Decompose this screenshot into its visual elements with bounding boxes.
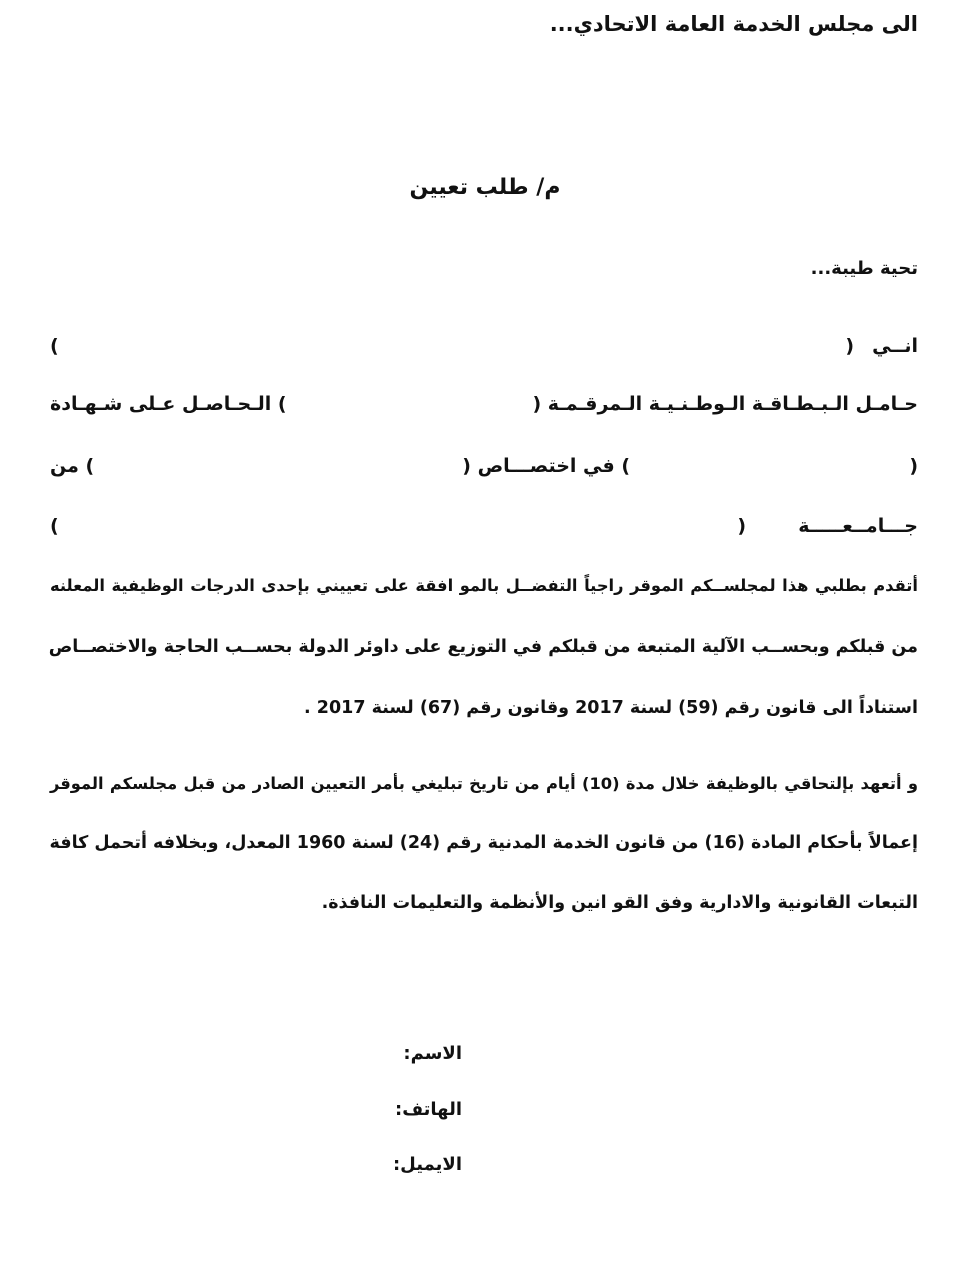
pledge-paragraph-line-2: إعمالاً بأحكام المادة (16) من قانون الخدمة المدنية رقم (24) لسنة 1960 المعدل، وبخلافه أتحمل كافة — [49, 833, 918, 853]
university-close-paren: ) — [50, 515, 59, 537]
specialty-row — [50, 455, 918, 485]
national-id-label: حـامـل الـبـطـاقـة الـوطـنـيـة الـمرقـمـة ( — [532, 393, 918, 415]
certificate-label: ) الـحـاصـل عـلى شـهـادة — [50, 393, 287, 415]
name-label: انــي — [872, 335, 918, 357]
from-label: ) من — [50, 455, 95, 477]
request-paragraph-line-3: استناداً الى قانون رقم (59) لسنة 2017 وقانون رقم (67) لسنة 2017 . — [304, 698, 918, 718]
name-open-paren: ( — [845, 335, 854, 357]
subject-title — [0, 175, 978, 200]
request-paragraph-line-2: من قبلكم وبحســب الآلية المتبعة من قبلكم في التوزيع على داوئر الدولة بحســب الحاجة والاختصــاص — [48, 637, 918, 657]
signature-email-label: الايميل: — [392, 1154, 462, 1175]
request-paragraph-line-1: أتقدم بطلبي هذا لمجلســكم الموقر راجياً التفضــل بالمو افقة على تعييني بإحدى الدرجات الوظيفية المعلنه — [50, 576, 918, 595]
id-certificate-row — [50, 393, 918, 423]
university-row — [50, 515, 918, 545]
addressee-line: الى مجلس الخدمة العامة الاتحادي... — [549, 12, 918, 36]
university-label: جـــامــعـــــة — [798, 515, 918, 537]
name-close-paren: ) — [50, 335, 59, 357]
university-open-paren: ( — [737, 515, 746, 537]
pledge-paragraph-line-3: التبعات القانونية والادارية وفق القو انين والأنظمة والتعليمات النافذة. — [321, 893, 918, 913]
greeting-line: تحية طيبة... — [810, 258, 918, 279]
degree-open-paren: ( — [909, 455, 918, 477]
specialty-label: ) في اختصـــاص ( — [462, 455, 630, 477]
name-field-row — [50, 335, 918, 365]
signature-phone-label: الهاتف: — [395, 1099, 462, 1120]
pledge-paragraph-line-1: و أتعهد بإلتحاقي بالوظيفة خلال مدة (10) أيام من تاريخ تبليغي بأمر التعيين الصادر من قبل مجلسكم الموقر — [50, 774, 919, 793]
subject-text: م/ طلب تعيين — [409, 175, 561, 200]
signature-name-label: الاسم: — [403, 1043, 462, 1064]
